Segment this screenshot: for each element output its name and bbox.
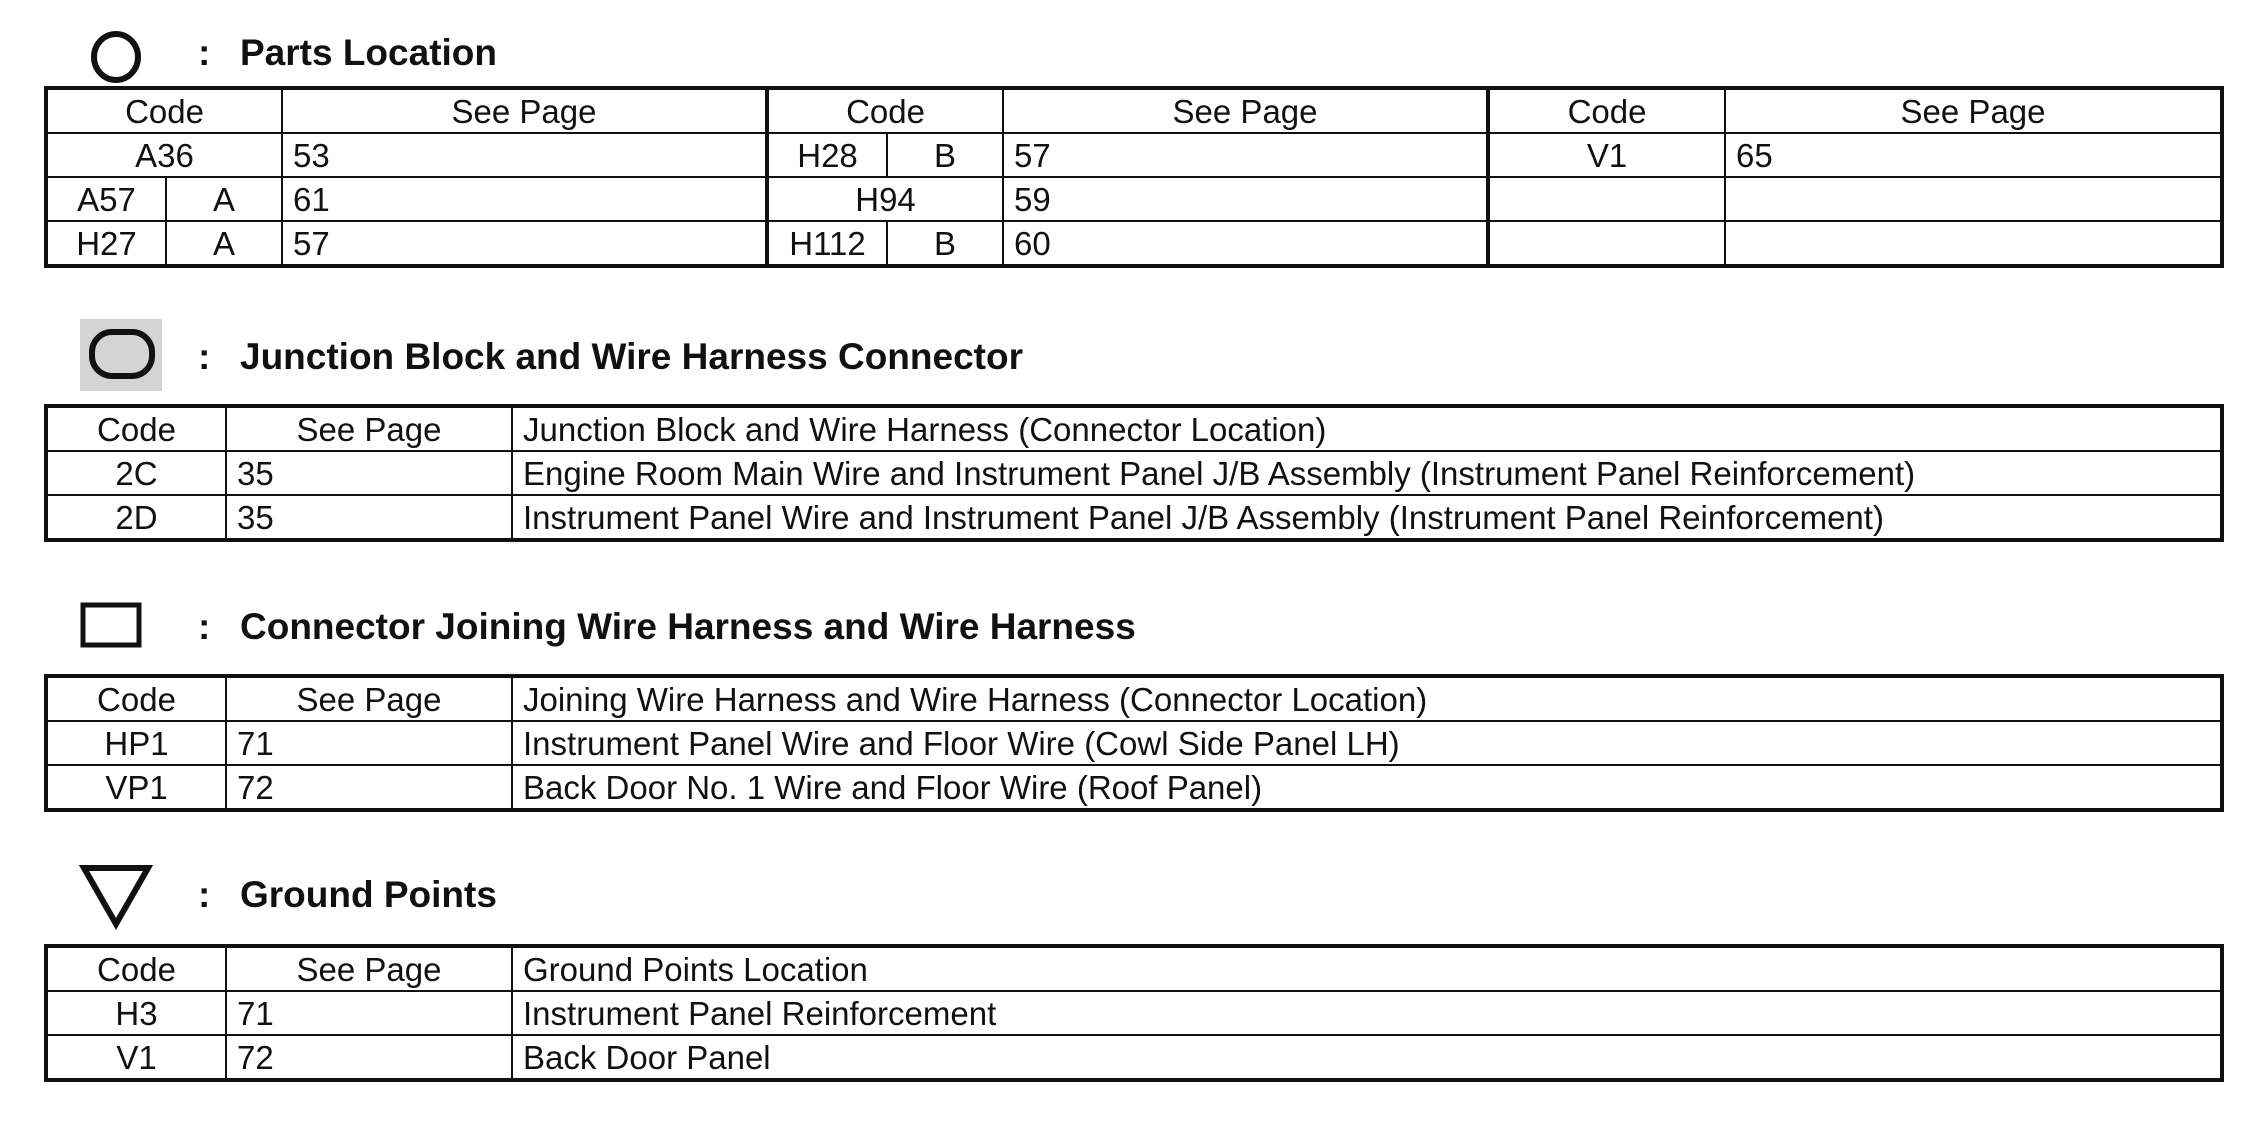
table-row bbox=[46, 1035, 2222, 1080]
table-row bbox=[46, 721, 2222, 765]
heading-colon: : bbox=[198, 32, 211, 73]
ground-points-heading bbox=[0, 862, 2256, 952]
column-header-see-page: See Page bbox=[1003, 88, 1488, 133]
heading-colon: : bbox=[198, 336, 211, 377]
column-header-description: Ground Points Location bbox=[512, 946, 2222, 991]
table-row bbox=[46, 991, 2222, 1035]
code-cell: A57 bbox=[46, 177, 166, 221]
rounded-rect-icon bbox=[88, 326, 156, 384]
code-cell: H28 bbox=[767, 133, 887, 177]
description-cell: Back Door Panel bbox=[512, 1035, 2222, 1080]
column-header-see-page: See Page bbox=[226, 406, 512, 451]
code-cell: HP1 bbox=[46, 721, 226, 765]
table-header-row bbox=[46, 406, 2222, 451]
description-cell: Instrument Panel Wire and Instrument Panel J/B Assembly (Instrument Panel Reinforcement) bbox=[512, 495, 2222, 540]
section-title: Junction Block and Wire Harness Connector bbox=[240, 336, 1023, 377]
table-row bbox=[46, 133, 2222, 177]
connector-joining-heading bbox=[0, 590, 2256, 680]
page-cell: 71 bbox=[226, 991, 512, 1035]
table-header-row bbox=[46, 88, 2222, 133]
table-header-row bbox=[46, 676, 2222, 721]
junction-block-heading bbox=[0, 318, 2256, 408]
description-cell: Back Door No. 1 Wire and Floor Wire (Roof Panel) bbox=[512, 765, 2222, 810]
sub-code-cell: A bbox=[166, 221, 282, 266]
sub-code-cell: A bbox=[166, 177, 282, 221]
page-cell: 53 bbox=[282, 133, 767, 177]
code-cell: A36 bbox=[46, 133, 282, 177]
code-cell: V1 bbox=[1488, 133, 1725, 177]
column-header-code: Code bbox=[46, 88, 282, 133]
code-cell: H112 bbox=[767, 221, 887, 266]
column-header-description: Joining Wire Harness and Wire Harness (Connector Location) bbox=[512, 676, 2222, 721]
table-row bbox=[46, 177, 2222, 221]
page-cell: 35 bbox=[226, 451, 512, 495]
code-cell bbox=[1488, 177, 1725, 221]
column-header-description: Junction Block and Wire Harness (Connector Location) bbox=[512, 406, 2222, 451]
column-header-see-page: See Page bbox=[282, 88, 767, 133]
heading-colon: : bbox=[198, 606, 211, 647]
parts-location-table bbox=[44, 86, 2224, 268]
circle-icon bbox=[88, 27, 144, 87]
table-row bbox=[46, 221, 2222, 266]
column-header-code: Code bbox=[767, 88, 1003, 133]
code-cell: 2D bbox=[46, 495, 226, 540]
ground-points-table bbox=[44, 944, 2224, 1082]
junction-block-table bbox=[44, 404, 2224, 542]
description-cell: Instrument Panel Wire and Floor Wire (Cowl Side Panel LH) bbox=[512, 721, 2222, 765]
table-header-row bbox=[46, 946, 2222, 991]
page-cell: 72 bbox=[226, 765, 512, 810]
column-header-code: Code bbox=[46, 406, 226, 451]
column-header-code: Code bbox=[46, 676, 226, 721]
page-cell: 57 bbox=[282, 221, 767, 266]
triangle-down-icon bbox=[78, 862, 154, 930]
section-title: Parts Location bbox=[240, 32, 497, 73]
code-cell: H94 bbox=[767, 177, 1003, 221]
page-cell: 61 bbox=[282, 177, 767, 221]
code-cell bbox=[1488, 221, 1725, 266]
page-cell bbox=[1725, 221, 2222, 266]
code-cell: 2C bbox=[46, 451, 226, 495]
column-header-see-page: See Page bbox=[226, 946, 512, 991]
sub-code-cell: B bbox=[887, 221, 1003, 266]
table-row bbox=[46, 451, 2222, 495]
table-row bbox=[46, 765, 2222, 810]
rectangle-icon bbox=[80, 602, 142, 650]
code-cell: H3 bbox=[46, 991, 226, 1035]
page-cell: 72 bbox=[226, 1035, 512, 1080]
column-header-code: Code bbox=[46, 946, 226, 991]
section-title: Connector Joining Wire Harness and Wire Harness bbox=[240, 606, 1136, 647]
page-cell: 57 bbox=[1003, 133, 1488, 177]
heading-colon: : bbox=[198, 874, 211, 915]
sub-code-cell: B bbox=[887, 133, 1003, 177]
column-header-code: Code bbox=[1488, 88, 1725, 133]
connector-joining-table bbox=[44, 674, 2224, 812]
page-cell bbox=[1725, 177, 2222, 221]
column-header-see-page: See Page bbox=[226, 676, 512, 721]
column-header-see-page: See Page bbox=[1725, 88, 2222, 133]
page-cell: 60 bbox=[1003, 221, 1488, 266]
page-cell: 71 bbox=[226, 721, 512, 765]
description-cell: Instrument Panel Reinforcement bbox=[512, 991, 2222, 1035]
code-cell: V1 bbox=[46, 1035, 226, 1080]
section-title: Ground Points bbox=[240, 874, 497, 915]
table-row bbox=[46, 495, 2222, 540]
page-cell: 35 bbox=[226, 495, 512, 540]
code-cell: VP1 bbox=[46, 765, 226, 810]
code-cell: H27 bbox=[46, 221, 166, 266]
description-cell: Engine Room Main Wire and Instrument Panel J/B Assembly (Instrument Panel Reinforcement) bbox=[512, 451, 2222, 495]
page-cell: 65 bbox=[1725, 133, 2222, 177]
page-cell: 59 bbox=[1003, 177, 1488, 221]
